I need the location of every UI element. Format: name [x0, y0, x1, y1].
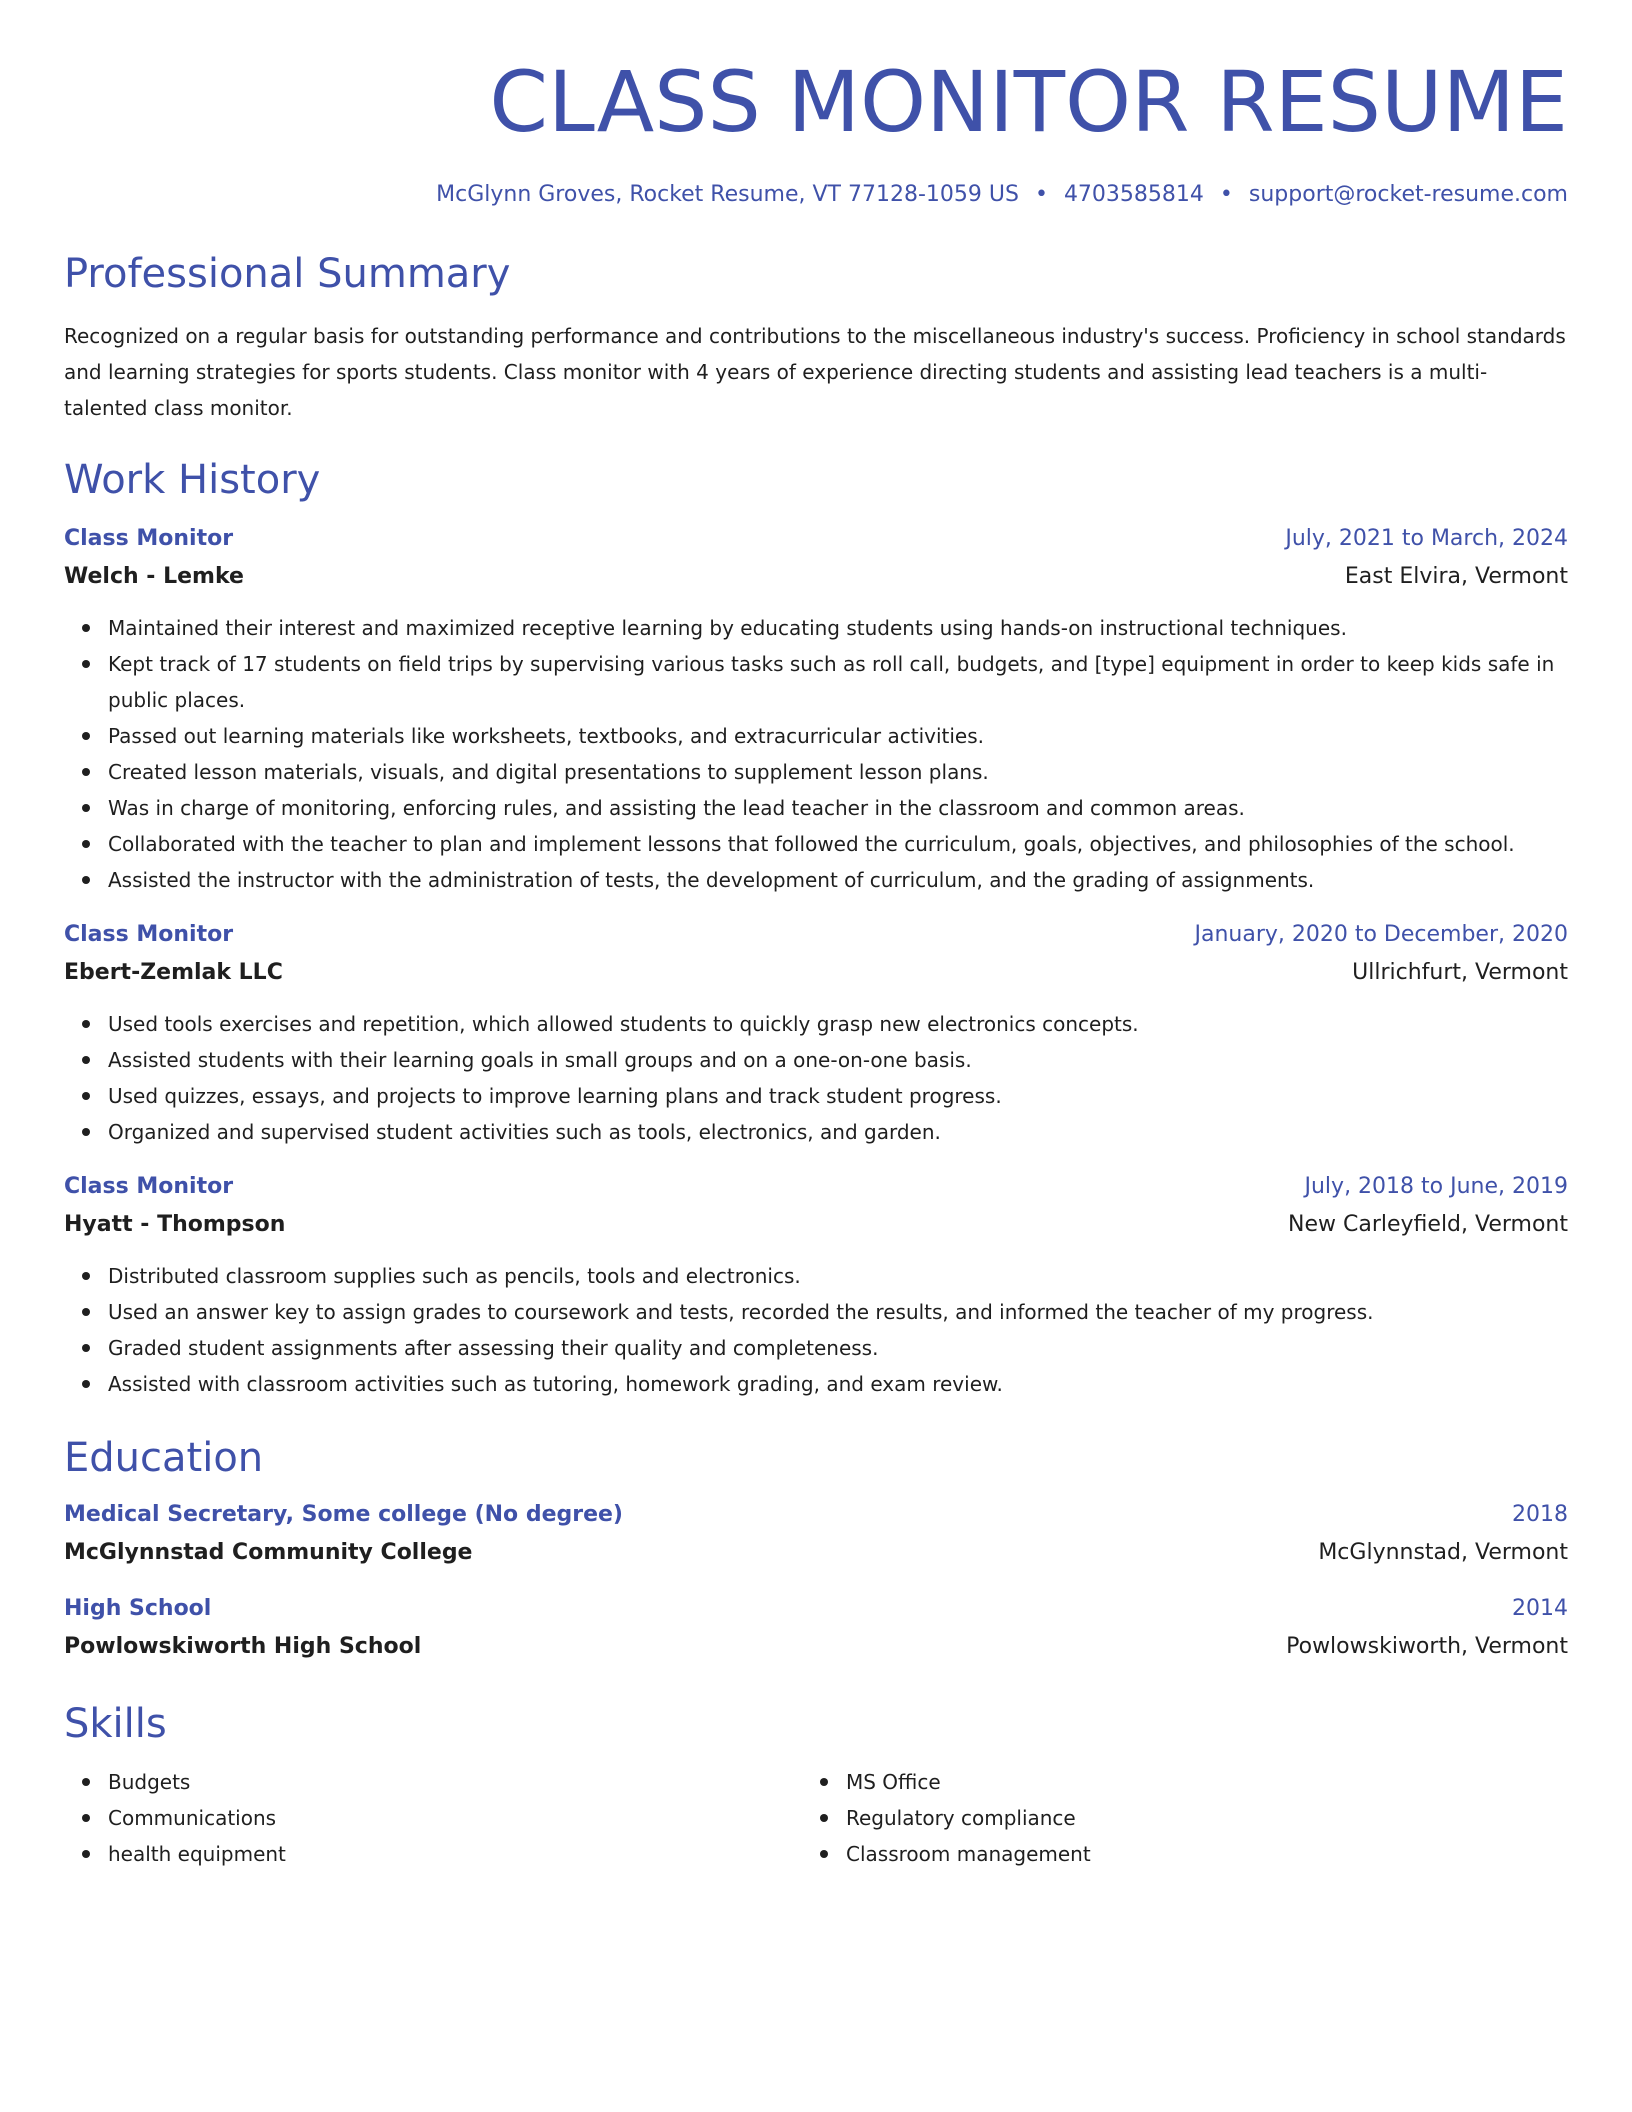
job-company: Welch - Lemke — [64, 564, 244, 589]
education-year: 2018 — [1512, 1502, 1568, 1527]
education-degree-row — [64, 1590, 1568, 1628]
job-bullet: Assisted students with their learning goals in small groups and on a one-on-one basis. — [108, 1042, 1568, 1078]
skills-column-left — [64, 1764, 802, 1872]
education-heading: Education — [64, 1435, 264, 1481]
work-history-heading: Work History — [64, 457, 321, 503]
job-company-row — [64, 1206, 1568, 1244]
job-bullet: Assisted with classroom activities such as tutoring, homework grading, and exam review. — [108, 1366, 1568, 1402]
skill-item: Classroom management — [846, 1836, 1540, 1872]
job-dates: July, 2021 to March, 2024 — [1285, 526, 1568, 551]
job-location: New Carleyfield, Vermont — [1288, 1212, 1568, 1237]
education-school-row — [64, 1534, 1568, 1572]
skills-grid — [64, 1764, 1568, 1872]
job-title-row — [64, 916, 1568, 954]
education-degree: Medical Secretary, Some college (No degree) — [64, 1502, 623, 1527]
contact-email: support@rocket-resume.com — [1248, 182, 1568, 207]
job-title: Class Monitor — [64, 1174, 234, 1199]
job-bullets — [64, 1006, 1568, 1150]
contact-address: McGlynn Groves, Rocket Resume, VT 77128-1059 US — [436, 182, 1019, 207]
skills-list — [64, 1764, 802, 1872]
job-bullet: Created lesson materials, visuals, and digital presentations to supplement lesson plans. — [108, 754, 1568, 790]
education-year: 2014 — [1512, 1596, 1568, 1621]
resume-title: CLASS MONITOR RESUME — [489, 53, 1568, 151]
skills-list — [802, 1764, 1540, 1872]
education-degree: High School — [64, 1596, 212, 1621]
contact-line — [64, 180, 1568, 210]
job-bullet: Kept track of 17 students on field trips by supervising various tasks such as roll call, budgets, and [type] equipment in order to keep kids safe in public places. — [108, 646, 1568, 718]
contact-separator: • — [1219, 182, 1233, 207]
job-bullets — [64, 1258, 1568, 1402]
job-entry — [64, 1168, 1568, 1402]
skill-item: Regulatory compliance — [846, 1800, 1540, 1836]
education-entry — [64, 1590, 1568, 1666]
education-location: Powlowskiworth, Vermont — [1286, 1634, 1568, 1659]
job-bullet: Used tools exercises and repetition, which allowed students to quickly grasp new electronics concepts. — [108, 1006, 1568, 1042]
contact-phone: 4703585814 — [1063, 182, 1204, 207]
education-school: McGlynnstad Community College — [64, 1540, 473, 1565]
job-location: East Elvira, Vermont — [1344, 564, 1568, 589]
education-school: Powlowskiworth High School — [64, 1634, 422, 1659]
job-title-row — [64, 520, 1568, 558]
education-school-row — [64, 1628, 1568, 1666]
job-company-row — [64, 954, 1568, 992]
education-degree-row — [64, 1496, 1568, 1534]
job-bullet: Graded student assignments after assessing their quality and completeness. — [108, 1330, 1568, 1366]
job-bullet: Assisted the instructor with the administration of tests, the development of curriculum, and the grading of assignments. — [108, 862, 1568, 898]
job-company: Ebert-Zemlak LLC — [64, 960, 283, 985]
skill-item: Budgets — [108, 1764, 802, 1800]
skills-heading: Skills — [64, 1701, 167, 1747]
job-bullet: Used an answer key to assign grades to coursework and tests, recorded the results, and informed the teacher of my progress. — [108, 1294, 1568, 1330]
job-bullet: Collaborated with the teacher to plan and implement lessons that followed the curriculum, goals, objectives, and philosophies of the school. — [108, 826, 1568, 862]
summary-heading: Professional Summary — [64, 251, 511, 297]
job-bullet: Was in charge of monitoring, enforcing rules, and assisting the lead teacher in the classroom and common areas. — [108, 790, 1568, 826]
job-bullet: Passed out learning materials like worksheets, textbooks, and extracurricular activities. — [108, 718, 1568, 754]
job-entry — [64, 916, 1568, 1150]
skill-item: health equipment — [108, 1836, 802, 1872]
job-dates: January, 2020 to December, 2020 — [1194, 922, 1568, 947]
job-bullet: Used quizzes, essays, and projects to improve learning plans and track student progress. — [108, 1078, 1568, 1114]
job-title: Class Monitor — [64, 922, 234, 947]
job-company-row — [64, 558, 1568, 596]
job-title-row — [64, 1168, 1568, 1206]
education-entry — [64, 1496, 1568, 1572]
job-entry — [64, 520, 1568, 898]
summary-text: Recognized on a regular basis for outstanding performance and contributions to the miscellaneous industry's success. Proficiency in school standards and learning strategies for sports students. Class monitor with 4 years of experience directing students and assisting lead teachers is a multi-talented class monitor. — [64, 324, 1566, 420]
skill-item: MS Office — [846, 1764, 1540, 1800]
job-title: Class Monitor — [64, 526, 234, 551]
job-bullet: Distributed classroom supplies such as pencils, tools and electronics. — [108, 1258, 1568, 1294]
job-bullet: Organized and supervised student activities such as tools, electronics, and garden. — [108, 1114, 1568, 1150]
skill-item: Communications — [108, 1800, 802, 1836]
skills-column-right — [802, 1764, 1540, 1872]
job-company: Hyatt - Thompson — [64, 1212, 286, 1237]
job-dates: July, 2018 to June, 2019 — [1304, 1174, 1568, 1199]
job-bullet: Maintained their interest and maximized receptive learning by educating students using hands-on instructional techniques. — [108, 610, 1568, 646]
job-bullets — [64, 610, 1568, 898]
contact-separator: • — [1034, 182, 1048, 207]
job-location: Ullrichfurt, Vermont — [1352, 960, 1568, 985]
education-location: McGlynnstad, Vermont — [1318, 1540, 1568, 1565]
